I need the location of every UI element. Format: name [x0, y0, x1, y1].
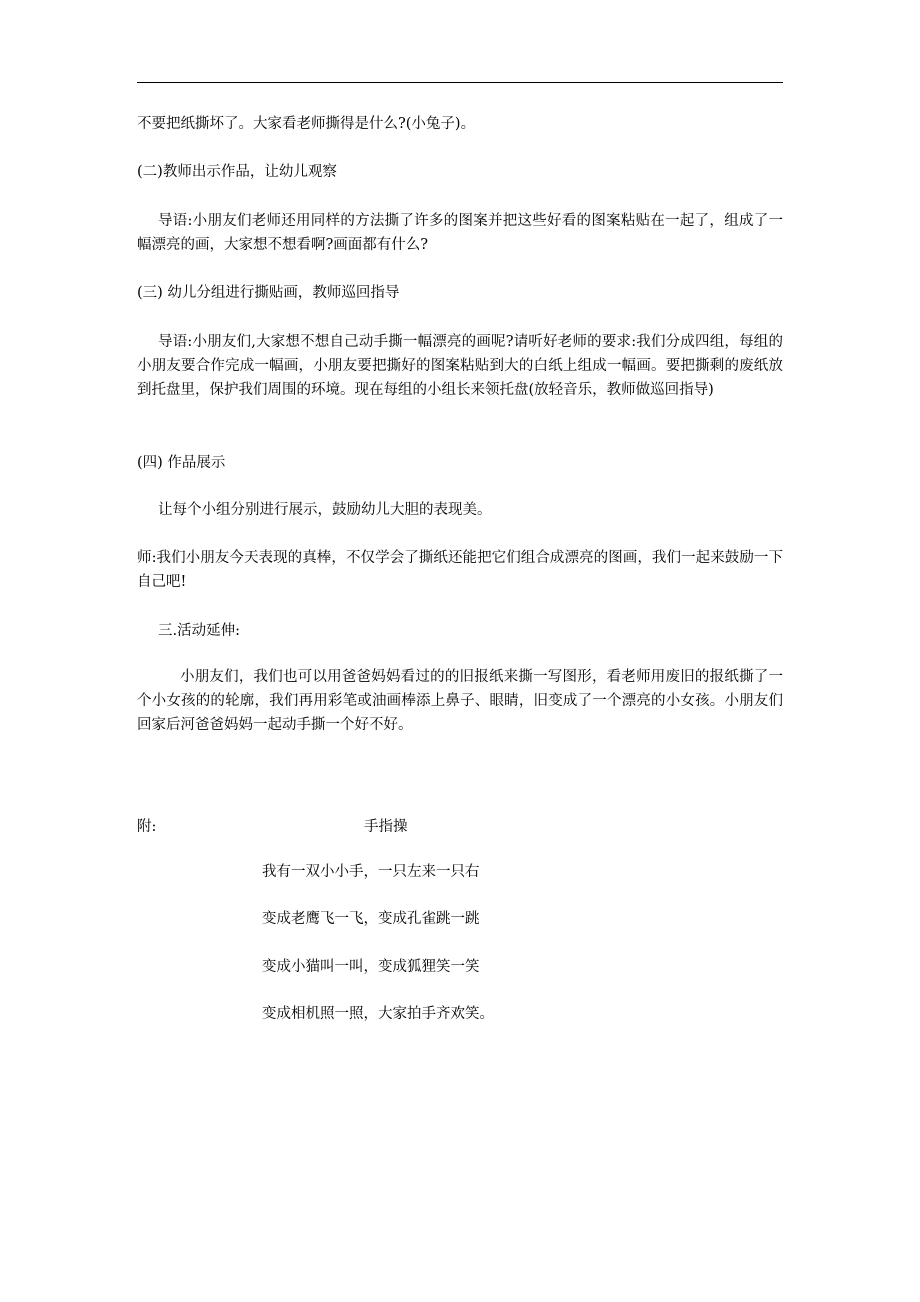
poem-line: 变成小猫叫一叫，变成狐狸笑一笑 — [262, 959, 480, 975]
appendix-label: 附: — [137, 819, 157, 835]
section-extension-heading: 三.活动延伸: — [158, 623, 240, 639]
section-heading-2: (二)教师出示作品，让幼儿观察 — [137, 164, 337, 180]
poem-line: 变成老鹰飞一飞，变成孔雀跳一跳 — [262, 911, 480, 927]
section-heading-3: (三) 幼儿分组进行撕贴画，教师巡回指导 — [137, 285, 400, 301]
paragraph-teacher-remark: 师:我们小朋友今天表现的真棒，不仅学会了撕纸还能把它们组合成漂亮的图画，我们一起来鼓励一下自己吧! — [137, 550, 783, 590]
paragraph-guide-3: 导语:小朋友们,大家想不想自己动手撕一幅漂亮的画呢?请听好老师的要求:我们分成四组，每组的小朋友要合作完成一幅画，小朋友要把撕好的图案粘贴到大的白纸上组成一幅画。要把撕剩的废纸放到托盘里，保护我们周围的环境。现在每组的小组长来领托盘(放轻音乐，教师做巡回指导) — [137, 334, 783, 398]
paragraph-extension: 小朋友们，我们也可以用爸爸妈妈看过的的旧报纸来撕一写图形，看老师用废旧的报纸撕了一个小女孩的的轮廓，我们再用彩笔或油画棒添上鼻子、眼睛，旧变成了一个漂亮的小女孩。小朋友们回家后河爸爸妈妈一起动手撕一个好不好。 — [137, 669, 783, 733]
section-heading-4: (四) 作品展示 — [137, 455, 226, 471]
paragraph-intro: 不要把纸撕坏了。大家看老师撕得是什么?(小兔子)。 — [137, 116, 476, 132]
paragraph-display: 让每个小组分别进行展示，鼓励幼儿大胆的表现美。 — [158, 502, 492, 518]
poem-line: 变成相机照一照，大家拍手齐欢笑。 — [262, 1006, 494, 1022]
paragraph-guide-2: 导语:小朋友们老师还用同样的方法撕了许多的图案并把这些好看的图案粘贴在一起了，组成了一幅漂亮的画，大家想不想看啊?画面都有什么? — [137, 213, 783, 253]
appendix-title: 手指操 — [364, 819, 408, 835]
poem-line: 我有一双小小手，一只左来一只右 — [262, 864, 480, 880]
header-rule — [137, 82, 783, 83]
